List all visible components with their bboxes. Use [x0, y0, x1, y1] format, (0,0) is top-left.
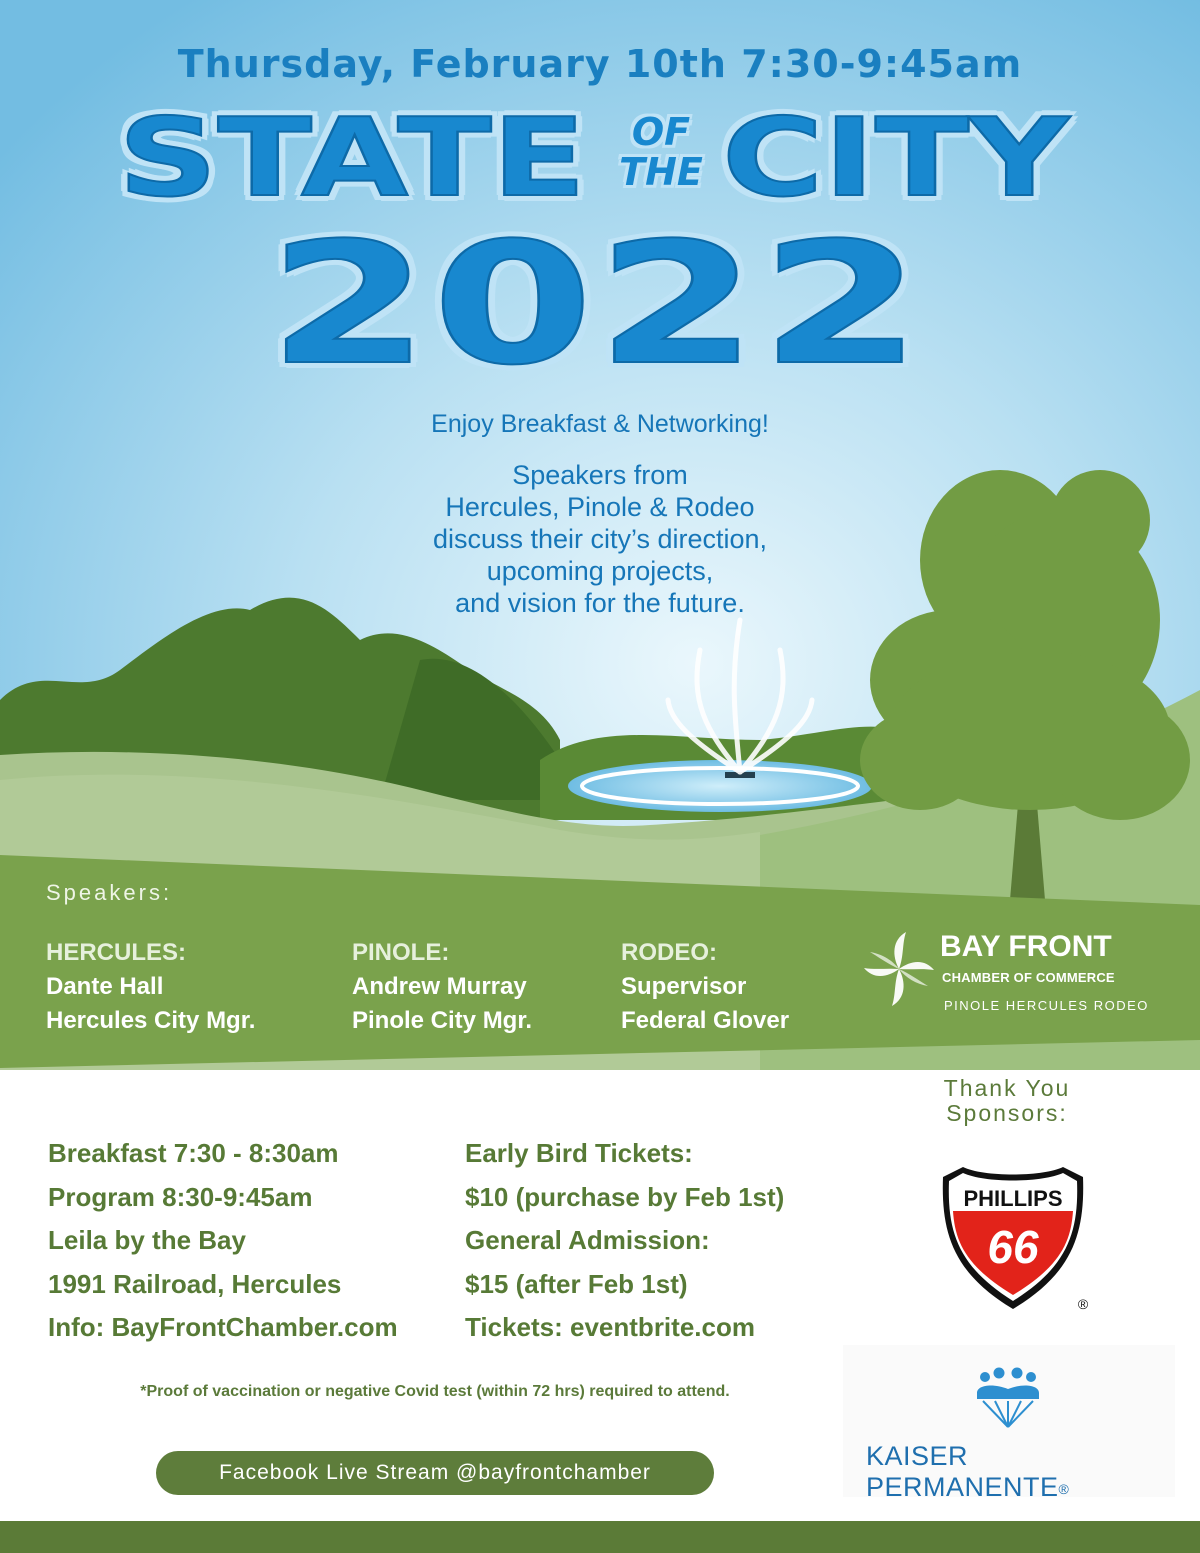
event-details-left	[48, 1132, 398, 1350]
description-line: and vision for the future.	[455, 588, 745, 618]
speaker-rodeo: RODEO: Supervisor Federal Glover	[621, 939, 790, 1034]
title-of-the: OF THE	[619, 110, 703, 194]
bayfront-name: BAY FRONT	[940, 930, 1112, 963]
description-line: Speakers from	[512, 460, 688, 490]
description-line: upcoming projects,	[486, 556, 714, 586]
sponsors-heading: Thank You Sponsors:	[943, 1075, 1071, 1126]
detail-line: Leila by the Bay	[48, 1225, 246, 1255]
detail-line: General Admission:	[465, 1225, 710, 1255]
speaker-pinole: PINOLE: Andrew Murray Pinole City Mgr.	[352, 939, 533, 1034]
pinwheel-icon	[862, 928, 936, 1010]
detail-line: Tickets: eventbrite.com	[465, 1312, 755, 1342]
facebook-live-button[interactable]: Facebook Live Stream @bayfrontchamber	[156, 1451, 714, 1495]
phillips-number: 66	[987, 1221, 1039, 1273]
description-line: discuss their city’s direction,	[432, 524, 768, 554]
bayfront-cities: PINOLE HERCULES RODEO	[944, 998, 1149, 1013]
detail-line: $15 (after Feb 1st)	[465, 1268, 688, 1299]
event-description	[0, 459, 1200, 619]
detail-line: Early Bird Tickets:	[465, 1138, 693, 1168]
title-state: STATE	[118, 96, 587, 221]
description-line: Hercules, Pinole & Rodeo	[445, 492, 755, 522]
speaker-hercules: HERCULES: Dante Hall Hercules City Mgr.	[46, 939, 256, 1034]
detail-line: $10 (purchase by Feb 1st)	[465, 1181, 785, 1212]
kaiser-people-icon	[973, 1367, 1043, 1431]
tagline: Enjoy Breakfast & Networking!	[431, 410, 769, 438]
bayfront-logo	[862, 926, 1152, 1016]
event-date: Thursday, February 10th 7:30-9:45am	[177, 42, 1023, 86]
phillips-name: PHILLIPS	[963, 1186, 1063, 1211]
phillips-reg: ®	[1077, 1296, 1089, 1312]
covid-note: *Proof of vaccination or negative Covid test (within 72 hrs) required to attend.	[140, 1383, 730, 1400]
detail-line: 1991 Railroad, Hercules	[48, 1268, 342, 1299]
footer-bar	[0, 1521, 1200, 1553]
detail-line: Info: BayFrontChamber.com	[48, 1312, 398, 1342]
kaiser-reg: ®	[1058, 1480, 1070, 1497]
detail-line: Breakfast 7:30 - 8:30am	[48, 1138, 339, 1168]
bayfront-subtitle: CHAMBER OF COMMERCE	[942, 970, 1115, 985]
phillips-66-logo	[933, 1163, 1093, 1313]
speakers-heading: Speakers:	[46, 880, 173, 905]
title-year: 2022	[268, 206, 925, 402]
kaiser-name: KAISER PERMANENTE	[866, 1441, 1059, 1502]
detail-line: Program 8:30-9:45am	[48, 1181, 313, 1212]
title-city: CITY	[722, 96, 1070, 221]
event-details-right	[465, 1132, 784, 1350]
kaiser-permanente-logo	[843, 1345, 1175, 1502]
